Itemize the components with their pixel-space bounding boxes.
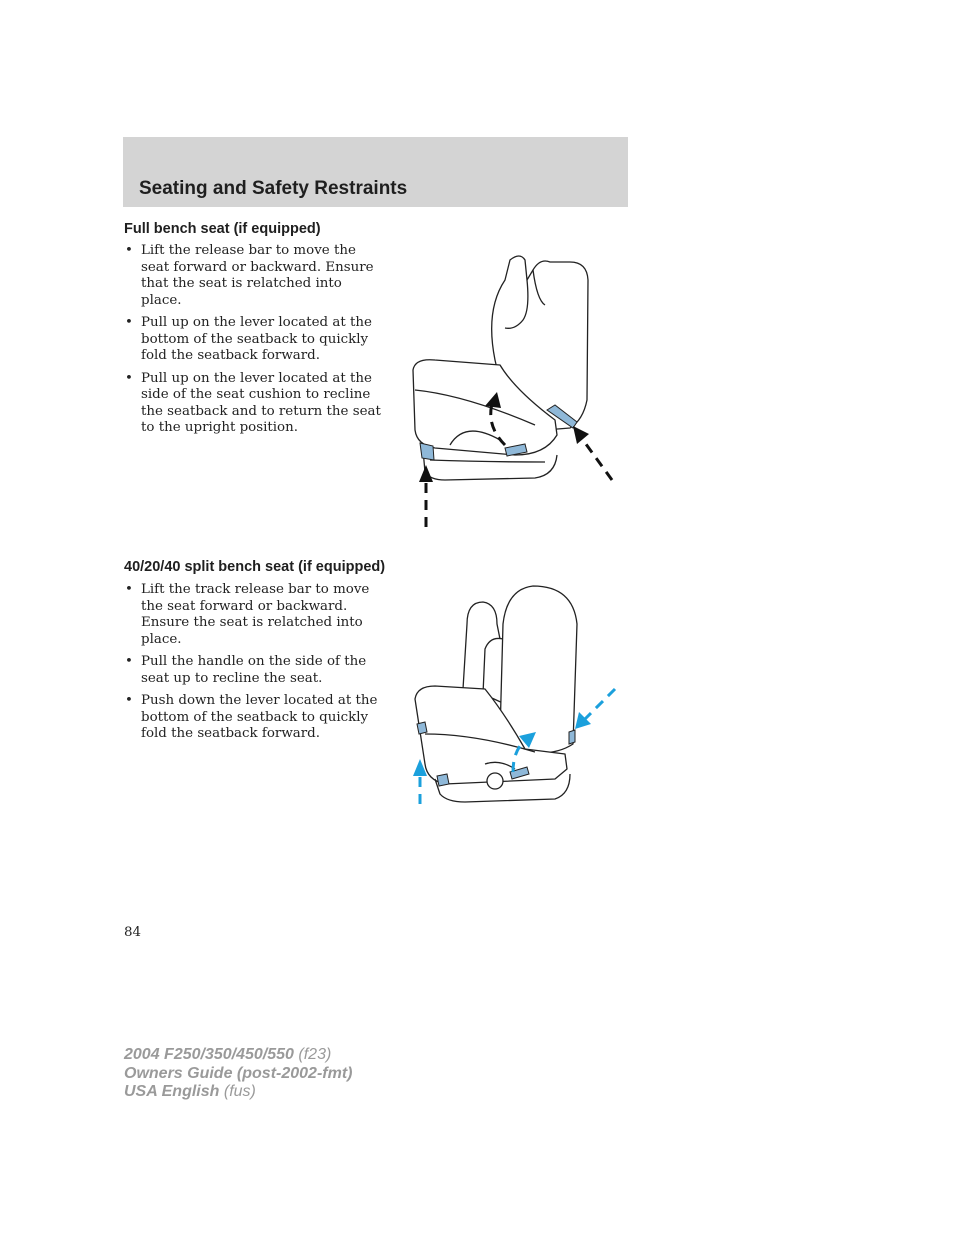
document-footer bbox=[124, 1046, 352, 1102]
bullet-list-split-bench bbox=[124, 582, 384, 749]
subheading-full-bench: Full bench seat (if equipped) bbox=[124, 221, 321, 237]
footer-line-1: 2004 F250/350/450/550 (f23) bbox=[124, 1046, 332, 1063]
list-item: • Pull up on the lever located at the bottom of the seatback to quickly fold the seatback forward. bbox=[125, 315, 372, 363]
list-item: • Pull up on the lever located at the side of the seat cushion to recline the seatback and to return the seat to the upright position. bbox=[125, 370, 381, 435]
footer-line-3: USA English (fus) bbox=[124, 1083, 256, 1100]
page-number: 84 bbox=[124, 925, 142, 940]
split-bench-seat-illustration bbox=[405, 584, 620, 809]
list-item: • Push down the lever located at the bottom of the seatback to quickly fold the seatback forward. bbox=[125, 693, 378, 741]
list-item: • Pull the handle on the side of the seat up to recline the seat. bbox=[125, 654, 367, 686]
section-title: Seating and Safety Restraints bbox=[139, 178, 408, 199]
list-item: • Lift the release bar to move the seat forward or backward. Ensure that the seat is relatched into place. bbox=[125, 243, 374, 308]
full-bench-seat-illustration bbox=[405, 250, 620, 535]
bullet-list-full-bench bbox=[124, 243, 384, 443]
footer-line-2: Owners Guide (post-2002-fmt) bbox=[124, 1064, 353, 1082]
list-item: • Lift the track release bar to move the seat forward or backward. Ensure the seat is relatched into place. bbox=[125, 582, 370, 647]
subheading-split-bench: 40/20/40 split bench seat (if equipped) bbox=[124, 559, 386, 575]
